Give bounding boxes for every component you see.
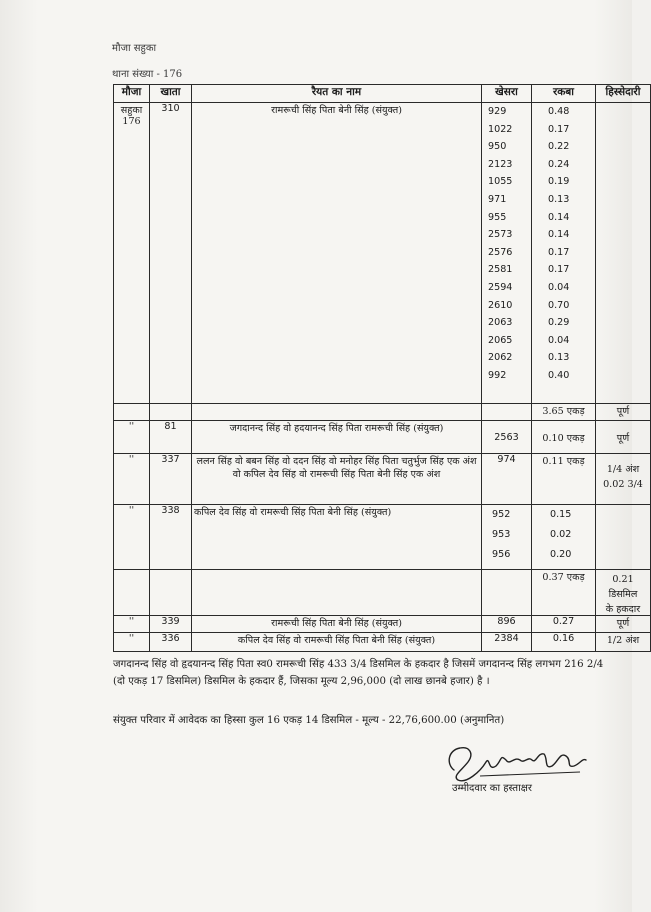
- table-row: [114, 633, 651, 652]
- khesra-value: 956: [492, 549, 511, 560]
- rakba-value: 0.40: [548, 369, 570, 381]
- rakba-value: 0.24: [548, 158, 570, 170]
- col-header-hissedari: हिस्सेदारी: [596, 85, 651, 103]
- rakba-cell: 0.11 एकड़: [532, 454, 596, 505]
- rakba-value: 0.17: [548, 264, 570, 276]
- rakba-value: 0.20: [550, 549, 572, 560]
- khesra-value: 1022: [488, 123, 513, 135]
- rakba-value: 0.14: [548, 211, 570, 223]
- hissedari-cell: [596, 103, 651, 404]
- rakba-value: 0.15: [550, 509, 572, 520]
- rakba-value: 0.48: [548, 106, 570, 117]
- khesra-value: 953: [492, 529, 511, 540]
- raiyat-name-cell: कपिल देव सिंह वो रामरूची सिंह पिता बेनी सिंह (संयुक्त): [192, 505, 482, 570]
- khesra-value: 929: [488, 106, 507, 117]
- col-header-khesra: खेसरा: [482, 85, 532, 103]
- land-record-table: [113, 84, 651, 652]
- rakba-cell: 0.27: [532, 616, 596, 633]
- rakba-value: 0.04: [548, 281, 570, 293]
- khata-cell: 339: [150, 616, 192, 633]
- khesra-value: 992: [488, 369, 507, 381]
- share-value: डिसमिल: [608, 589, 638, 600]
- rakba-total: 0.37 एकड़: [532, 570, 596, 616]
- mauza-cell: सहुका 176: [114, 103, 150, 404]
- table-header-row: [114, 85, 651, 103]
- share-cell: पूर्ण: [596, 616, 651, 633]
- rakba-cell: 0.16: [532, 633, 596, 652]
- khata-cell: 310: [150, 103, 192, 404]
- table-row: [114, 454, 651, 505]
- mauza-cell: '': [114, 633, 150, 652]
- table-row: [114, 616, 651, 633]
- rakba-cell: [532, 505, 596, 570]
- share-value: के हकदार: [605, 604, 641, 615]
- raiyat-name-cell: जगदानन्द सिंह वो हदयानन्द सिंह पिता रामरूची सिंह (संयुक्त): [192, 421, 482, 454]
- share-value: 1/4 अंश: [606, 464, 640, 475]
- inheritance-paragraph: जगदानन्द सिंह वो हृदयानन्द सिंह पिता स्व0 रामरूची सिंह 433 3/4 डिसमिल के हकदार है जिसमें जगदानन्द सिंह लगभग 216 2/4 (दो एकड़ 17 डिसमिल) डिसमिल के हकदार हैं, जिसका मूल्य 2,96,000 (दो लाख छानबे हजार) है ।: [113, 659, 604, 687]
- khesra-value: 2065: [488, 334, 513, 346]
- rakba-total: 3.65 एकड़: [532, 404, 596, 421]
- khesra-value: 2573: [488, 229, 513, 241]
- rakba-value: 0.29: [548, 317, 570, 329]
- khesra-value: 2123: [488, 158, 513, 170]
- raiyat-name-cell: ललन सिंह वो बबन सिंह वो ददन सिंह वो मनोहर सिंह पिता चतुर्भुज सिंह एक अंश वो कपिल देव सिंह वो रामरूची सिंह पिता बेनी सिंह एक अंश: [192, 454, 482, 505]
- share-cell: [596, 454, 651, 505]
- rakba-value: 0.13: [548, 193, 570, 205]
- khesra-value: 952: [492, 509, 511, 520]
- share-cell: पूर्ण: [596, 421, 651, 454]
- khesra-cell: [482, 103, 532, 404]
- table-row: [114, 505, 651, 570]
- table-row: [114, 404, 651, 421]
- rakba-cell: 0.10 एकड़: [532, 421, 596, 454]
- rakba-value: 0.17: [548, 123, 570, 135]
- rakba-value: 0.14: [548, 229, 570, 241]
- khata-cell: 338: [150, 505, 192, 570]
- khesra-value: 2062: [488, 352, 513, 364]
- rakba-value: 0.04: [548, 334, 570, 346]
- khesra-value: 2063: [488, 317, 513, 329]
- share-cell: [596, 570, 651, 616]
- khesra-value: 2610: [488, 299, 513, 311]
- col-header-raiyat: रैयत का नाम: [192, 85, 482, 103]
- family-share-paragraph: संयुक्त परिवार में आवेदक का हिस्सा कुल 16 एकड़ 14 डिसमिल - मूल्य - 22,76,600.00 (अनुमानित): [113, 715, 505, 726]
- khesra-value: 2576: [488, 246, 513, 258]
- mauza-header: मौजा सहुका: [112, 43, 157, 54]
- khesra-cell: 896: [482, 616, 532, 633]
- mauza-cell: '': [114, 505, 150, 570]
- khesra-value: 971: [488, 193, 507, 205]
- khesra-cell: 974: [482, 454, 532, 505]
- khesra-value: 955: [488, 211, 507, 223]
- signature-label: उम्मीदवार का हस्ताक्षर: [452, 783, 532, 794]
- khesra-value: 1055: [488, 176, 513, 188]
- rakba-value: 0.13: [548, 352, 570, 364]
- rakba-value: 0.70: [548, 299, 570, 311]
- khesra-cell: 2563: [482, 421, 532, 454]
- raiyat-name-cell: रामरूची सिंह पिता बेनी सिंह (संयुक्त): [192, 616, 482, 633]
- khesra-value: 2594: [488, 281, 513, 293]
- mauza-cell: '': [114, 421, 150, 454]
- rakba-value: 0.17: [548, 246, 570, 258]
- khesra-value: 2581: [488, 264, 513, 276]
- table-row: [114, 421, 651, 454]
- table-row: [114, 570, 651, 616]
- share-cell: पूर्ण: [596, 404, 651, 421]
- rakba-value: 0.22: [548, 141, 570, 153]
- raiyat-name-cell: कपिल देव सिंह वो रामरूची सिंह पिता बेनी सिंह (संयुक्त): [192, 633, 482, 652]
- rakba-value: 0.02: [550, 529, 572, 540]
- share-value: 0.02 3/4: [603, 479, 643, 490]
- rakba-value: 0.19: [548, 176, 570, 188]
- khata-cell: 337: [150, 454, 192, 505]
- mauza-cell: '': [114, 616, 150, 633]
- khata-cell: 336: [150, 633, 192, 652]
- rakba-cell: [532, 103, 596, 404]
- col-header-khata: खाता: [150, 85, 192, 103]
- share-value: 0.21: [612, 574, 634, 585]
- raiyat-name-cell: रामरूची सिंह पिता बेनी सिंह (संयुक्त): [192, 103, 482, 404]
- thana-header: थाना संख्या - 176: [112, 69, 183, 80]
- col-header-rakba: रकबा: [532, 85, 596, 103]
- table-row: [114, 103, 651, 404]
- khesra-cell: 2384: [482, 633, 532, 652]
- share-cell: 1/2 अंश: [596, 633, 651, 652]
- mauza-cell: '': [114, 454, 150, 505]
- khesra-cell: [482, 505, 532, 570]
- khesra-value: 950: [488, 141, 507, 153]
- khata-cell: 81: [150, 421, 192, 454]
- col-header-mauza: मौजा: [114, 85, 150, 103]
